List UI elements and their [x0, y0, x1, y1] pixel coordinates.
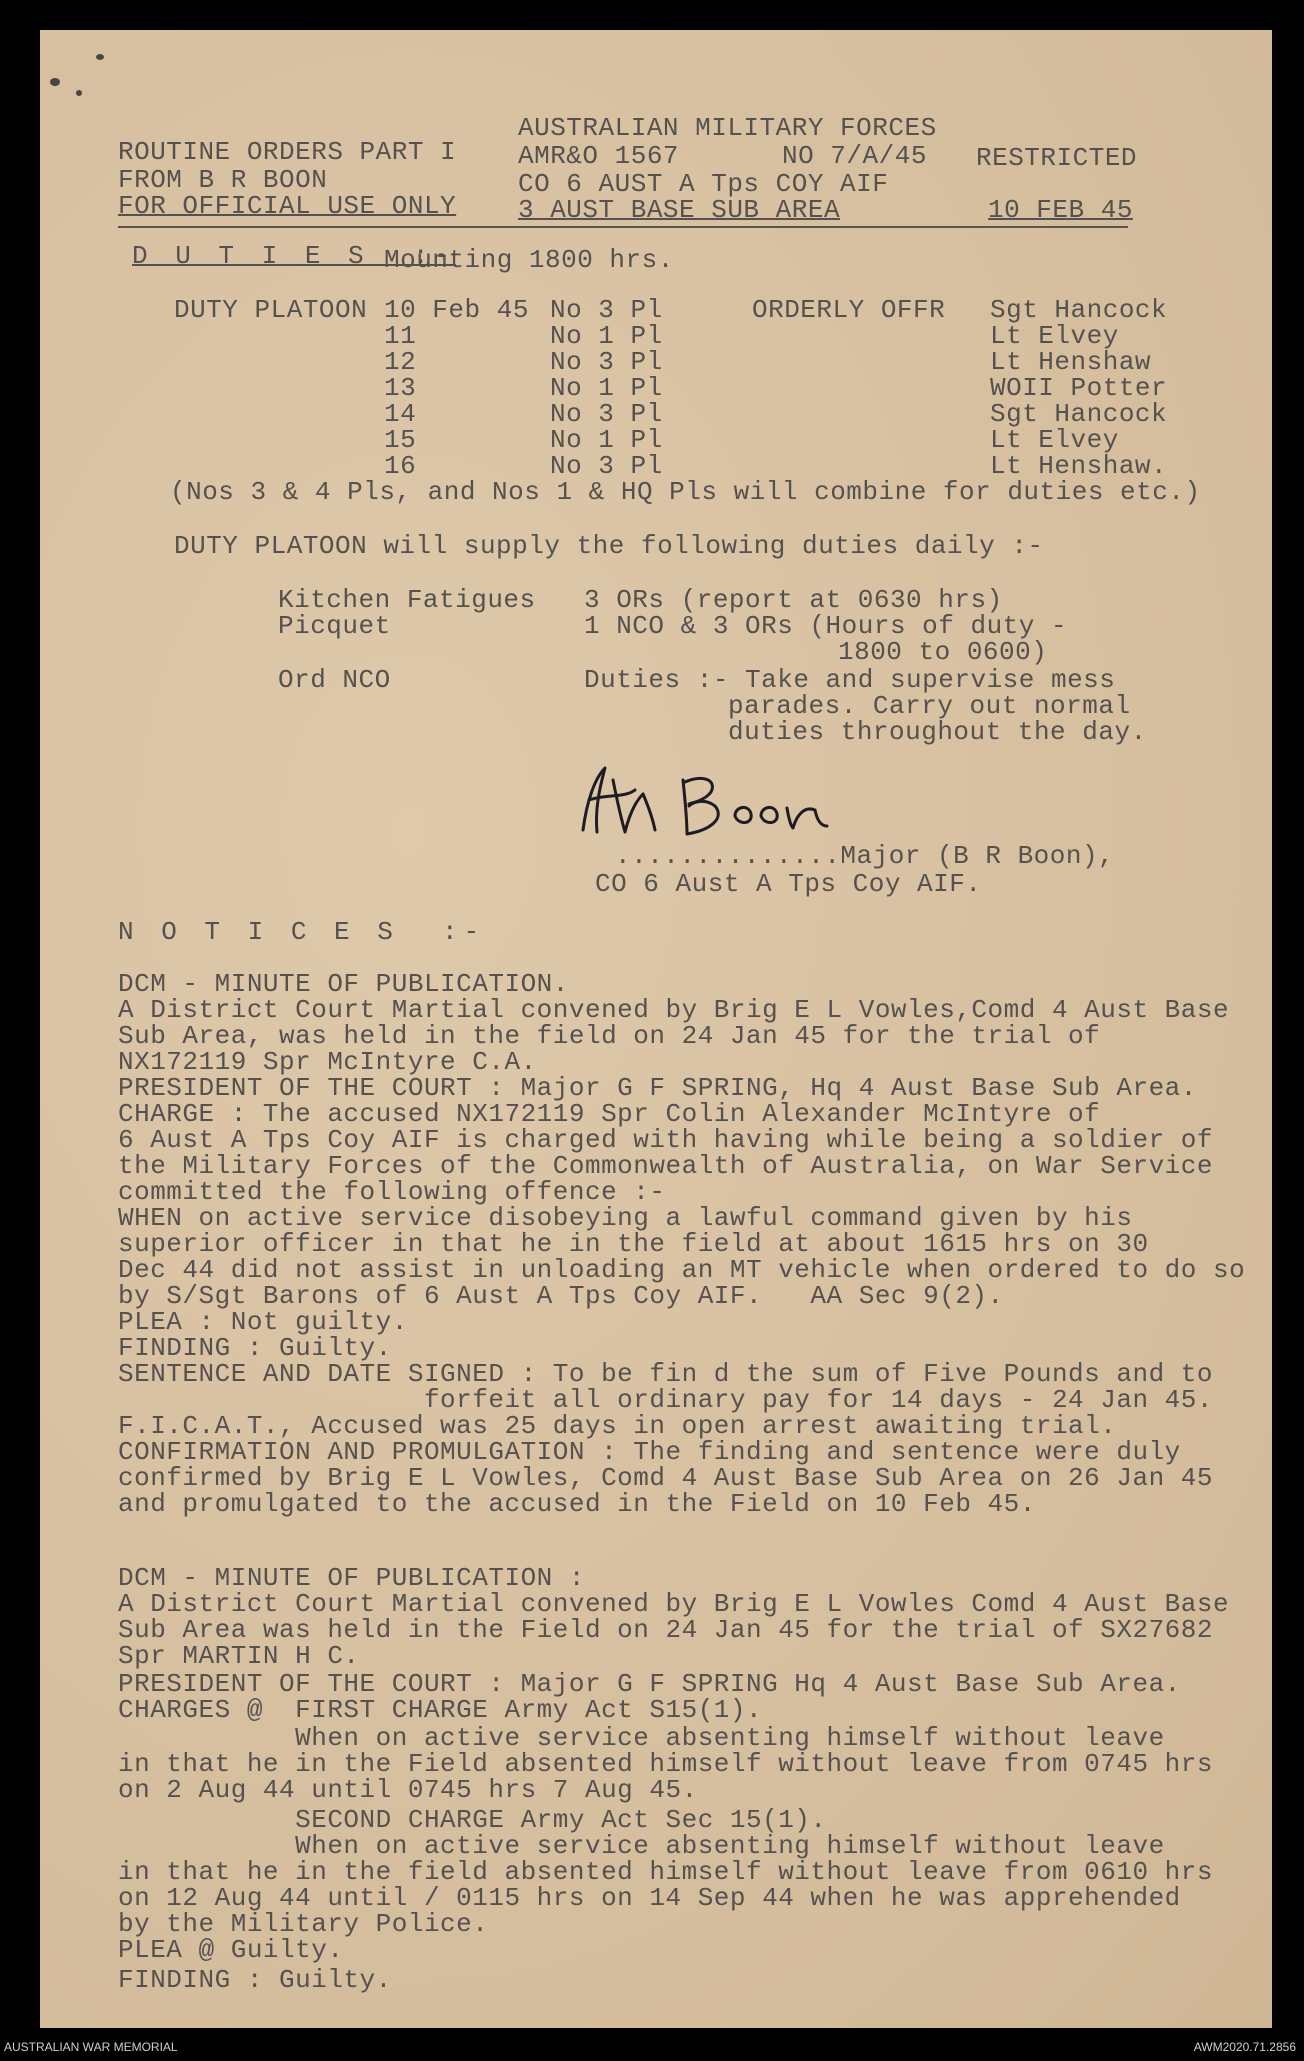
notice-line: Sub Area was held in the Field on 24 Jan 45 for the trial of SX27682	[118, 1615, 1213, 1645]
punch-mark	[76, 90, 82, 96]
picquet-label: Picquet	[278, 611, 391, 641]
footer-credit: AUSTRALIAN WAR MEMORIAL	[4, 2040, 178, 2054]
notice-line: When on active service absenting himself without leave	[118, 1831, 1165, 1861]
notice-line: PLEA @ Guilty.	[118, 1935, 344, 1965]
notice-line: on 12 Aug 44 until / 0115 hrs on 14 Sep 44 when he was apprehended	[118, 1883, 1181, 1913]
roster-officer: Lt Henshaw.	[990, 451, 1168, 481]
duties-mounting: Mounting 1800 hrs.	[384, 245, 674, 275]
duty-platoon-label: DUTY PLATOON	[174, 295, 368, 325]
roster-platoon: No 3 Pl	[550, 295, 663, 325]
header-date: 10 FEB 45	[988, 195, 1133, 225]
notice-line: DCM - MINUTE OF PUBLICATION :	[118, 1563, 585, 1593]
header-base-sub-area: 3 AUST BASE SUB AREA	[518, 195, 841, 225]
signature-title: CO 6 Aust A Tps Coy AIF.	[595, 869, 982, 899]
notice-line: FINDING : Guilty.	[118, 1965, 392, 1995]
notice-line: PRESIDENT OF THE COURT : Major G F SPRING Hq 4 Aust Base Sub Area.	[118, 1669, 1181, 1699]
roster-officer: Lt Elvey	[990, 425, 1119, 455]
notice-line: in that he in the Field absented himself without leave from 0745 hrs	[118, 1749, 1213, 1779]
header-amro: AMR&O 1567	[518, 141, 680, 171]
roster-date: 12	[384, 347, 417, 377]
roster-date: 13	[384, 373, 417, 403]
header-amf: AUSTRALIAN MILITARY FORCES	[518, 113, 937, 143]
notice-line: Sub Area, was held in the field on 24 Jan 45 for the trial of	[118, 1021, 1101, 1051]
picquet-value-hours: 1800 to 0600)	[838, 637, 1048, 667]
notice-line: and promulgated to the accused in the Field on 10 Feb 45.	[118, 1489, 1036, 1519]
notice-line: Spr MARTIN H C.	[118, 1641, 360, 1671]
notice-line: confirmed by Brig E L Vowles, Comd 4 Aust Base Sub Area on 26 Jan 45	[118, 1463, 1213, 1493]
notice-line: 6 Aust A Tps Coy AIF is charged with having while being a soldier of	[118, 1125, 1213, 1155]
supply-note: DUTY PLATOON will supply the following duties daily :-	[174, 531, 1044, 561]
roster-platoon: No 3 Pl	[550, 347, 663, 377]
roster-officer: Lt Henshaw	[990, 347, 1152, 377]
notice-line: A District Court Martial convened by Brig E L Vowles,Comd 4 Aust Base	[118, 995, 1230, 1025]
notice-line: committed the following offence :-	[118, 1177, 666, 1207]
roster-officer: WOII Potter	[990, 373, 1168, 403]
roster-platoon: No 1 Pl	[550, 373, 663, 403]
roster-officer: Sgt Hancock	[990, 399, 1168, 429]
roster-officer: Lt Elvey	[990, 321, 1119, 351]
ord-nco-label: Ord NCO	[278, 665, 391, 695]
notice-line: CHARGES @ FIRST CHARGE Army Act S15(1).	[118, 1695, 763, 1725]
punch-mark	[96, 54, 104, 60]
header-routine-orders: ROUTINE ORDERS PART I	[118, 137, 457, 167]
notice-line: by S/Sgt Barons of 6 Aust A Tps Coy AIF. AA Sec 9(2).	[118, 1281, 1004, 1311]
roster-date: 14	[384, 399, 417, 429]
roster-officer: Sgt Hancock	[990, 295, 1168, 325]
notices-heading: N O T I C E S :-	[118, 917, 486, 947]
header-co: CO 6 AUST A Tps COY AIF	[518, 169, 889, 199]
notice-line: WHEN on active service disobeying a lawful command given by his	[118, 1203, 1133, 1233]
ord-nco-duties: Duties :- Take and supervise mess	[584, 665, 1116, 695]
notice-line: Dec 44 did not assist in unloading an MT vehicle when ordered to do so	[118, 1255, 1246, 1285]
header-order-number: NO 7/A/45	[782, 141, 927, 171]
notice-line: SENTENCE AND DATE SIGNED : To be fin d the sum of Five Pounds and to	[118, 1359, 1213, 1389]
ord-nco-duties: parades. Carry out normal	[728, 691, 1131, 721]
roster-platoon: No 3 Pl	[550, 451, 663, 481]
notice-line: in that he in the field absented himself without leave from 0610 hrs	[118, 1857, 1213, 1887]
duties-heading: D U T I E S :-	[132, 241, 457, 271]
notice-line: by the Military Police.	[118, 1909, 489, 1939]
document-page	[40, 30, 1272, 2028]
combine-note: (Nos 3 & 4 Pls, and Nos 1 & HQ Pls will combine for duties etc.)	[170, 477, 1201, 507]
notice-line: When on active service absenting himself without leave	[118, 1723, 1165, 1753]
notice-line: CONFIRMATION AND PROMULGATION : The finding and sentence were duly	[118, 1437, 1181, 1467]
notice-line: NX172119 Spr McIntyre C.A.	[118, 1047, 537, 1077]
signature-line: ..............Major (B R Boon),	[615, 841, 1115, 871]
header-divider	[118, 226, 1128, 228]
kitchen-label: Kitchen Fatigues	[278, 585, 536, 615]
handwritten-signature	[565, 760, 905, 850]
ord-nco-duties: duties throughout the day.	[728, 717, 1147, 747]
roster-date: 11	[384, 321, 417, 351]
notice-line: SECOND CHARGE Army Act Sec 15(1).	[118, 1805, 827, 1835]
notice-line: the Military Forces of the Commonwealth of Australia, on War Service	[118, 1151, 1213, 1181]
header-from: FROM B R BOON	[118, 165, 328, 195]
roster-date: 10 Feb 45	[384, 295, 529, 325]
notice-line: on 2 Aug 44 until 0745 hrs 7 Aug 45.	[118, 1775, 698, 1805]
picquet-value: 1 NCO & 3 ORs (Hours of duty -	[584, 611, 1068, 641]
notice-line: CHARGE : The accused NX172119 Spr Colin Alexander McIntyre of	[118, 1099, 1101, 1129]
header-restricted: RESTRICTED	[976, 143, 1138, 173]
orderly-officer-label: ORDERLY OFFR	[752, 295, 946, 325]
punch-mark	[50, 78, 60, 86]
notice-line: PRESIDENT OF THE COURT : Major G F SPRING, Hq 4 Aust Base Sub Area.	[118, 1073, 1197, 1103]
notice-line: F.I.C.A.T., Accused was 25 days in open arrest awaiting trial.	[118, 1411, 1117, 1441]
roster-platoon: No 3 Pl	[550, 399, 663, 429]
header-official-use: FOR OFFICIAL USE ONLY	[118, 191, 457, 221]
footer-accession-number: AWM2020.71.2856	[1193, 2040, 1296, 2054]
roster-date: 16	[384, 451, 417, 481]
notice-line: superior officer in that he in the field at about 1615 hrs on 30	[118, 1229, 1149, 1259]
roster-date: 15	[384, 425, 417, 455]
notice-line: PLEA : Not guilty.	[118, 1307, 408, 1337]
kitchen-value: 3 ORs (report at 0630 hrs)	[584, 585, 1003, 615]
roster-platoon: No 1 Pl	[550, 321, 663, 351]
notice-line: forfeit all ordinary pay for 14 days - 24 Jan 45.	[118, 1385, 1213, 1415]
notice-line: FINDING : Guilty.	[118, 1333, 392, 1363]
notice-line: DCM - MINUTE OF PUBLICATION.	[118, 969, 569, 999]
notice-line: A District Court Martial convened by Brig E L Vowles Comd 4 Aust Base	[118, 1589, 1230, 1619]
roster-platoon: No 1 Pl	[550, 425, 663, 455]
